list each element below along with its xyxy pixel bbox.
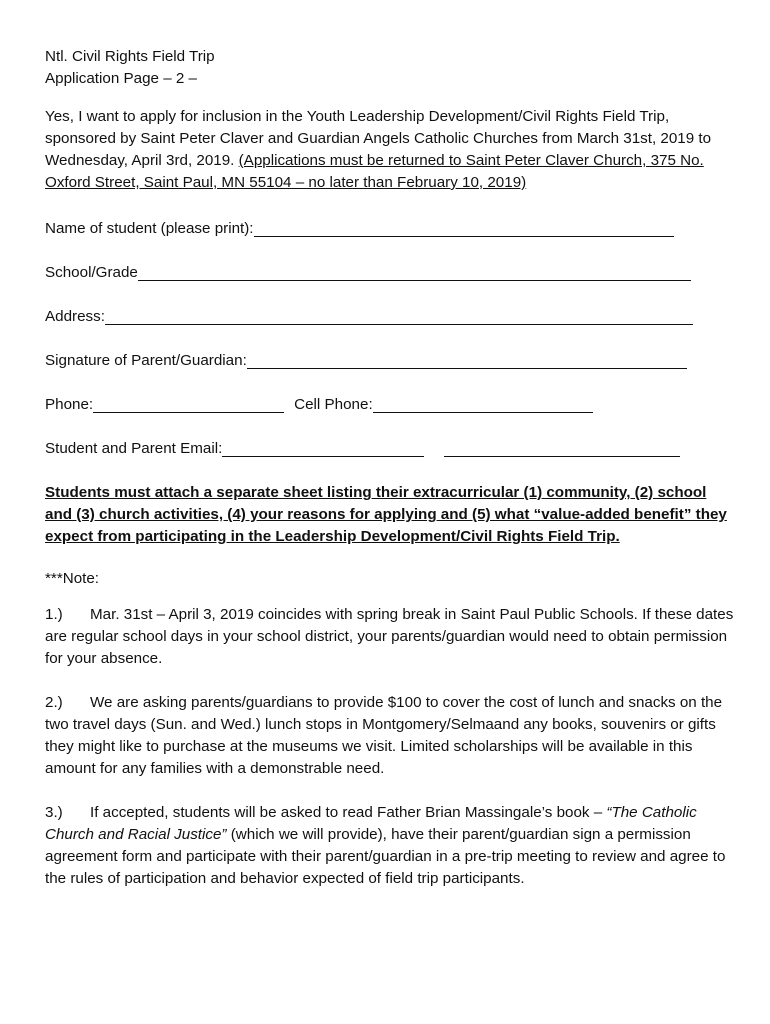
student-name-row	[45, 218, 735, 240]
phone-row	[45, 394, 735, 416]
document-header	[45, 46, 735, 90]
signature-label: Signature of Parent/Guardian:	[45, 352, 247, 369]
student-name-label: Name of student (please print):	[45, 220, 254, 237]
signature-field[interactable]	[247, 351, 687, 369]
attachment-instructions: Students must attach a separate sheet listing their extracurricular (1) community, (2) school and (3) church activities, (4) your reasons for applying and (5) what “value-added benefit” they expect from participating in the Leadership Development/Civil Rights Field Trip.	[45, 484, 727, 545]
note-item-text-after: (which we will provide), have their parent/guardian sign a permission agreement form and participate with their parent/guardian in a pre-trip meeting to review and agree to the rules of participation and behavior expected of field trip participants.	[45, 826, 726, 887]
intro-paragraph	[45, 106, 735, 194]
phone-label: Phone:	[45, 396, 94, 413]
note-item-number: 3.)	[45, 804, 63, 821]
student-email-field[interactable]	[222, 439, 424, 457]
note-heading: ***Note:	[45, 570, 100, 587]
school-grade-row	[45, 262, 735, 284]
note-item	[45, 802, 735, 890]
header-page-number: Application Page – 2 –	[45, 70, 197, 87]
note-item-text-before: If accepted, students will be asked to read Father Brian Massingale’s book –	[90, 804, 607, 821]
email-row	[45, 438, 735, 460]
parent-email-field[interactable]	[444, 439, 680, 457]
cell-phone-field[interactable]	[373, 395, 593, 413]
school-grade-label: School/Grade	[45, 264, 138, 281]
note-item-number: 1.)	[45, 606, 63, 623]
book-title: “The Catholic Church and Racial Justice”	[45, 804, 697, 843]
address-label: Address:	[45, 308, 105, 325]
application-form	[45, 218, 735, 460]
document-page	[45, 46, 735, 890]
intro-return-instructions: (Applications must be returned to Saint Peter Claver Church, 375 No. Oxford Street, Saint Paul, MN 55104 – no later than February 10, 2019)	[45, 152, 704, 191]
address-field[interactable]	[105, 307, 693, 325]
note-item	[45, 604, 735, 670]
note-list	[45, 604, 735, 890]
cell-phone-label: Cell Phone:	[294, 396, 373, 413]
note-item	[45, 692, 735, 780]
note-item-text: We are asking parents/guardians to provide $100 to cover the cost of lunch and snacks on the two travel days (Sun. and Wed.) lunch stops in Montgomery/Selmaand any books, souvenirs or gifts they might like to purchase at the museums we visit. Limited scholarships will be available in this amount for any families with a demonstrable need.	[45, 694, 723, 777]
intro-text: Yes, I want to apply for inclusion in the Youth Leadership Development/Civil Rights Field Trip, sponsored by Saint Peter Claver and Guardian Angels Catholic Churches from March 31st, 2019 to Wednesday, April 3rd, 2019.	[45, 108, 712, 169]
student-name-field[interactable]	[254, 219, 674, 237]
signature-row	[45, 350, 735, 372]
header-title: Ntl. Civil Rights Field Trip	[45, 48, 215, 65]
note-item-text: Mar. 31st – April 3, 2019 coincides with spring break in Saint Paul Public Schools. If these dates are regular school days in your school district, your parents/guardian would need to obtain permission for your absence.	[45, 606, 734, 667]
school-grade-field[interactable]	[138, 263, 691, 281]
note-item-number: 2.)	[45, 694, 63, 711]
email-label: Student and Parent Email:	[45, 440, 223, 457]
phone-field[interactable]	[93, 395, 284, 413]
address-row	[45, 306, 735, 328]
